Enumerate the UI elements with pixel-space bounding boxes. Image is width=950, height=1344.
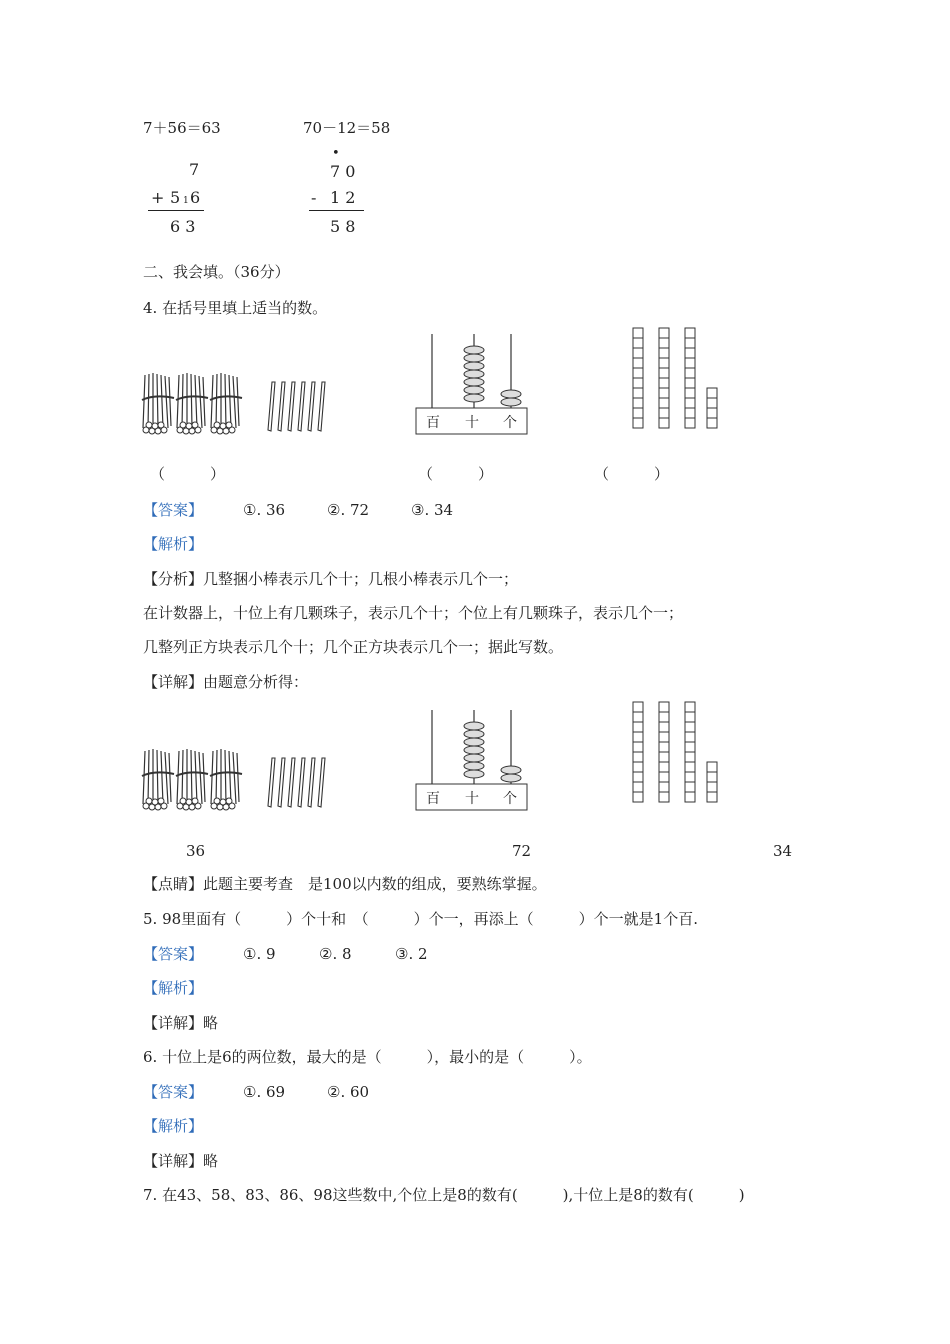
answer-tag-q5: 【答案】 — [143, 945, 204, 963]
answer-q5-2: ②. 8 — [319, 945, 352, 963]
block-columns-figure — [630, 326, 722, 434]
tens-beads — [464, 722, 484, 778]
ten-block-column — [659, 702, 669, 802]
abacus-label-hundreds: 百 — [426, 415, 440, 431]
addend-ones: 6 — [190, 188, 201, 207]
addition-rule — [148, 210, 204, 211]
detail-line: 【详解】由题意分析得： — [143, 673, 309, 691]
detail-q5: 【详解】略 — [143, 1014, 219, 1032]
blank-abacus[interactable]: （ ） — [418, 465, 494, 483]
ones-beads — [501, 766, 521, 782]
analysis-tag-q4: 【解析】 — [143, 535, 204, 553]
stick-bundle — [142, 749, 174, 810]
single-blocks — [707, 762, 717, 802]
stick-bundles-figure-2 — [140, 746, 340, 816]
stick-bundle — [176, 373, 208, 434]
ten-block-column — [685, 328, 695, 428]
answer-q5-3: ③. 2 — [395, 945, 428, 963]
analysis-line-1: 【分析】几整捆小棒表示几个十；几根小棒表示几个一； — [143, 570, 519, 588]
section-title: 二、我会填。（36分） — [143, 263, 290, 281]
analysis-line-3: 几整列正方块表示几个十；几个正方块表示几个一；据此写数。 — [143, 638, 564, 656]
answer-q5-1: ①. 9 — [243, 945, 276, 963]
subtraction-rule — [309, 210, 364, 211]
answer-q6-2: ②. 60 — [327, 1083, 370, 1101]
ten-block-column — [633, 328, 643, 428]
question-6: 6. 十位上是6的两位数，最大的是（ ），最小的是（ ）。 — [143, 1048, 592, 1066]
analysis-tag-q5: 【解析】 — [143, 979, 204, 997]
abacus-label-ones: 个 — [503, 791, 517, 807]
tens-beads — [464, 346, 484, 402]
loose-sticks — [268, 382, 325, 431]
note-q4: 【点睛】此题主要考查 是100以内数的组成，要熟练掌握。 — [143, 875, 547, 893]
addend-tens: 5 — [170, 188, 181, 207]
plus-sign: + — [151, 188, 165, 207]
abacus-figure — [412, 330, 532, 438]
detail-q6: 【详解】略 — [143, 1152, 219, 1170]
single-blocks — [707, 388, 717, 428]
stick-bundle — [210, 749, 242, 810]
abacus-label-hundreds: 百 — [426, 791, 440, 807]
blank-bundles[interactable]: （ ） — [150, 465, 226, 483]
blank-blocks[interactable]: （ ） — [594, 465, 670, 483]
ten-block-column — [659, 328, 669, 428]
stick-bundle — [176, 749, 208, 810]
borrow-dot: • — [332, 146, 340, 161]
addend-top: 7 — [189, 160, 200, 179]
abacus-label-ones: 个 — [503, 415, 517, 431]
carry-digit: 1 — [183, 196, 189, 206]
answer-q4-2: ②. 72 — [327, 501, 370, 519]
stick-bundle — [142, 373, 174, 434]
ten-block-column — [685, 702, 695, 802]
difference-result: 5 8 — [330, 217, 356, 236]
answer-q4-3: ③. 34 — [411, 501, 454, 519]
answer-q4-1: ①. 36 — [243, 501, 286, 519]
stick-bundle — [210, 373, 242, 434]
question-4: 4. 在括号里填上适当的数。 — [143, 299, 328, 317]
minus-sign: - — [311, 188, 317, 207]
result-bundles: 36 — [186, 842, 206, 860]
answer-q6-1: ①. 69 — [243, 1083, 286, 1101]
result-abacus: 72 — [512, 842, 532, 860]
analysis-line-2: 在计数器上，十位上有几颗珠子，表示几个十；个位上有几颗珠子，表示几个一； — [143, 604, 684, 622]
question-5: 5. 98里面有（ ）个十和 （ ）个一，再添上（ ）个一就是1个百. — [143, 910, 698, 928]
result-blocks: 34 — [773, 842, 793, 860]
loose-sticks — [268, 758, 325, 807]
abacus-label-tens: 十 — [465, 415, 479, 431]
subtrahend: 1 2 — [330, 188, 356, 207]
ones-beads — [501, 390, 521, 406]
ten-block-column — [633, 702, 643, 802]
sum-result: 6 3 — [170, 217, 196, 236]
equation-2: 70－12＝58 — [303, 119, 391, 137]
stick-bundles-figure — [140, 370, 340, 440]
block-columns-figure-2 — [630, 700, 722, 808]
answer-tag-q4: 【答案】 — [143, 501, 204, 519]
answer-tag-q6: 【答案】 — [143, 1083, 204, 1101]
abacus-label-tens: 十 — [465, 791, 479, 807]
equation-1: 7＋56＝63 — [143, 119, 221, 137]
question-7: 7. 在43、58、83、86、98这些数中,个位上是8的数有( ),十位上是8的数有( ) — [143, 1186, 745, 1204]
analysis-tag-q6: 【解析】 — [143, 1117, 204, 1135]
abacus-figure-2 — [412, 706, 532, 814]
minuend: 7 0 — [330, 162, 356, 181]
